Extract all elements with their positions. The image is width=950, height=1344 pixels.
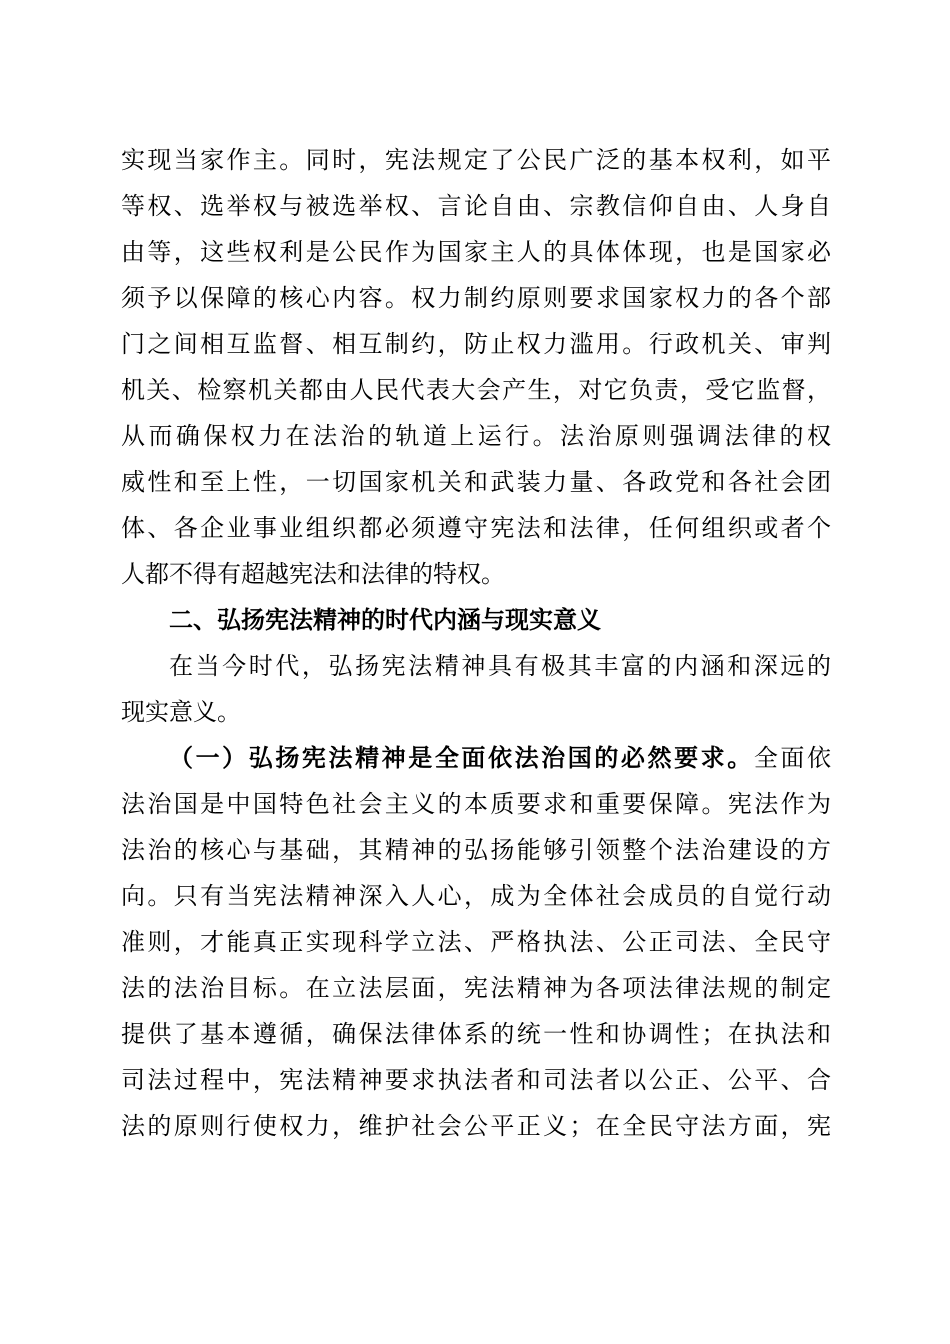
paragraph-line: 向。只有当宪法精神深入人心，成为全体社会成员的自觉行动: [121, 882, 831, 910]
paragraph-line: 提供了基本遵循，确保法律体系的统一性和协调性；在执法和: [121, 1020, 831, 1048]
paragraph-line: 由等，这些权利是公民作为国家主人的具体体现，也是国家必: [121, 238, 831, 266]
subsection-lead-line: [169, 736, 831, 780]
paragraph-line: 法的法治目标。在立法层面，宪法精神为各项法律法规的制定: [121, 974, 831, 1002]
paragraph-line: 门之间相互监督、相互制约，防止权力滥用。行政机关、审判: [121, 330, 831, 358]
paragraph-line: 法治的核心与基础，其精神的弘扬能够引领整个法治建设的方: [121, 836, 831, 864]
subsection-heading: （一）弘扬宪法精神是全面依法治国的必然要求。: [169, 744, 754, 772]
paragraph-line: 威性和至上性，一切国家机关和武装力量、各政党和各社会团: [121, 468, 831, 496]
paragraph-line: 须予以保障的核心内容。权力制约原则要求国家权力的各个部: [121, 284, 831, 312]
paragraph-line: 在当今时代，弘扬宪法精神具有极其丰富的内涵和深远的: [169, 652, 831, 680]
paragraph-line: 法治国是中国特色社会主义的本质要求和重要保障。宪法作为: [121, 790, 831, 818]
paragraph-line: 法的原则行使权力，维护社会公平正义；在全民守法方面，宪: [121, 1112, 831, 1140]
paragraph-line: 机关、检察机关都由人民代表大会产生，对它负责，受它监督，: [121, 376, 831, 404]
paragraph-line: 从而确保权力在法治的轨道上运行。法治原则强调法律的权: [121, 422, 831, 450]
paragraph-line: 体、各企业事业组织都必须遵守宪法和法律，任何组织或者个: [121, 514, 831, 542]
lead-line-continuation: 全面依: [753, 744, 832, 772]
paragraph-line: 准则，才能真正实现科学立法、严格执法、公正司法、全民守: [121, 928, 831, 956]
paragraph-line: 现实意义。: [121, 698, 241, 726]
paragraph-line: 实现当家作主。同时，宪法规定了公民广泛的基本权利，如平: [121, 146, 831, 174]
paragraph-line: 等权、选举权与被选举权、言论自由、宗教信仰自由、人身自: [121, 192, 831, 220]
section-heading: 二、弘扬宪法精神的时代内涵与现实意义: [169, 606, 601, 634]
paragraph-line: 司法过程中，宪法精神要求执法者和司法者以公正、公平、合: [121, 1066, 831, 1094]
paragraph-line: 人都不得有超越宪法和法律的特权。: [121, 560, 505, 588]
